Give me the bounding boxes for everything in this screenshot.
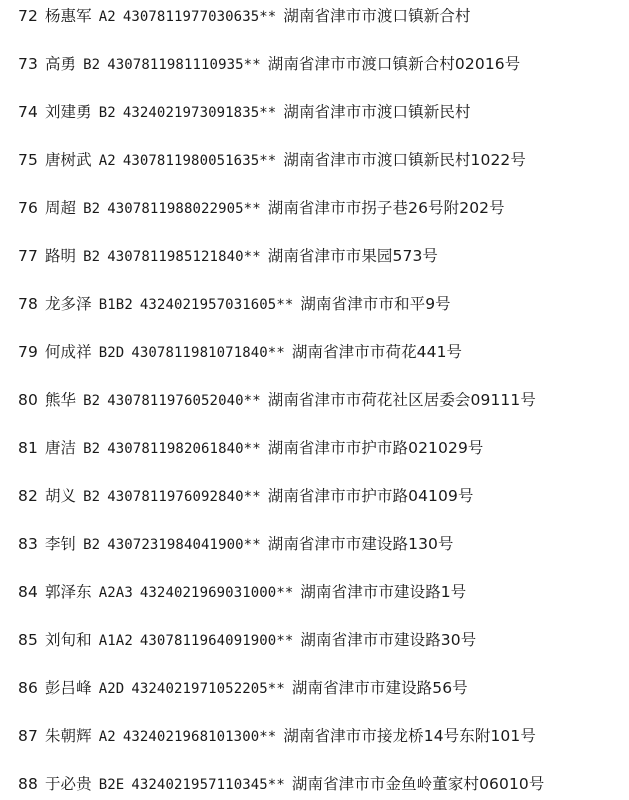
list-item [18,100,471,124]
record-address: 湖南省津市市建设路130号 [267,535,454,553]
record-number: 77 [18,247,38,265]
record-address: 湖南省津市市荷花441号 [291,343,463,361]
record-name: 唐树武 [44,151,92,169]
record-address: 湖南省津市市果园573号 [267,247,439,265]
record-license-class: A2D [98,681,125,697]
record-license-class: A1A2 [98,633,133,649]
record-id-number: 4324021971052205** [131,681,285,697]
record-license-class: B2 [83,57,101,73]
record-id-number: 4324021957031605** [139,297,294,313]
record-id-number: 4307811976052040** [107,393,261,409]
list-item [18,340,462,364]
record-id-number: 4324021969031000** [139,585,294,601]
record-license-class: B2 [83,537,101,553]
record-address: 湖南省津市市渡口镇新民村 [283,103,471,121]
list-item [18,196,505,220]
list-item [18,580,466,604]
record-id-number: 4324021973091835** [122,105,277,121]
list-item [18,724,536,748]
record-name: 刘建勇 [44,103,92,121]
record-number: 76 [18,199,38,217]
list-item [18,4,471,28]
record-id-number: 4307811980051635** [122,153,277,169]
record-name: 唐洁 [44,439,77,457]
record-number: 80 [18,391,38,409]
record-address: 湖南省津市市渡口镇新民村1022号 [283,151,526,169]
record-name: 熊华 [44,391,77,409]
record-name: 李钊 [44,535,77,553]
record-address: 湖南省津市市接龙桥14号东附101号 [283,727,536,745]
record-name: 何成祥 [44,343,92,361]
list-item [18,244,438,268]
record-address: 湖南省津市市护市路04109号 [267,487,474,505]
record-address: 湖南省津市市和平9号 [300,295,451,313]
record-id-number: 4307811981071840** [131,345,285,361]
record-name: 于必贵 [44,775,92,793]
list-item [18,292,451,316]
record-number: 85 [18,631,38,649]
record-name: 高勇 [44,55,77,73]
record-license-class: B1B2 [98,297,133,313]
record-number: 72 [18,7,38,25]
record-number: 79 [18,343,38,361]
record-id-number: 4307811976092840** [107,489,261,505]
record-address: 湖南省津市市建设路1号 [300,583,467,601]
record-license-class: B2 [83,201,101,217]
record-license-class: A2 [98,729,116,745]
record-name: 朱朝辉 [44,727,92,745]
list-item [18,484,474,508]
record-license-class: B2 [98,105,116,121]
list-item [18,52,520,76]
record-address: 湖南省津市市护市路021029号 [267,439,484,457]
record-number: 75 [18,151,38,169]
record-name: 周超 [44,199,77,217]
record-license-class: B2E [98,777,125,793]
list-item [18,676,468,700]
list-item [18,436,484,460]
record-number: 84 [18,583,38,601]
list-item [18,628,476,652]
record-address: 湖南省津市市荷花社区居委会09111号 [267,391,536,409]
record-name: 路明 [44,247,77,265]
record-address: 湖南省津市市渡口镇新合村02016号 [267,55,521,73]
record-license-class: B2 [83,393,101,409]
record-id-number: 4307811981110935** [107,57,261,73]
record-address: 湖南省津市市建设路56号 [291,679,468,697]
record-number: 82 [18,487,38,505]
record-address: 湖南省津市市拐子巷26号附202号 [267,199,505,217]
list-item [18,532,454,556]
list-item [18,148,526,172]
record-name: 刘旬和 [44,631,92,649]
record-id-number: 4307811964091900** [139,633,294,649]
record-number: 83 [18,535,38,553]
record-name: 郭泽东 [44,583,92,601]
record-id-number: 4324021968101300** [122,729,277,745]
list-item [18,772,544,796]
record-license-class: B2 [83,249,101,265]
record-id-number: 4324021957110345** [131,777,285,793]
record-license-class: B2D [98,345,125,361]
list-item [18,388,536,412]
record-license-class: A2 [98,9,116,25]
record-address: 湖南省津市市建设路30号 [300,631,477,649]
record-name: 胡义 [44,487,77,505]
record-address: 湖南省津市市金鱼岭董家村06010号 [291,775,545,793]
record-name: 龙多泽 [44,295,92,313]
record-id-number: 4307811985121840** [107,249,261,265]
record-number: 86 [18,679,38,697]
record-number: 78 [18,295,38,313]
record-license-class: B2 [83,441,101,457]
record-license-class: A2A3 [98,585,133,601]
record-number: 74 [18,103,38,121]
record-id-number: 4307811977030635** [122,9,277,25]
record-number: 73 [18,55,38,73]
record-number: 87 [18,727,38,745]
record-license-class: B2 [83,489,101,505]
record-name: 杨惠军 [44,7,92,25]
record-id-number: 4307811988022905** [107,201,261,217]
record-number: 81 [18,439,38,457]
record-number: 88 [18,775,38,793]
record-address: 湖南省津市市渡口镇新合村 [283,7,471,25]
record-license-class: A2 [98,153,116,169]
record-name: 彭吕峰 [44,679,92,697]
record-id-number: 4307811982061840** [107,441,261,457]
record-id-number: 4307231984041900** [107,537,261,553]
